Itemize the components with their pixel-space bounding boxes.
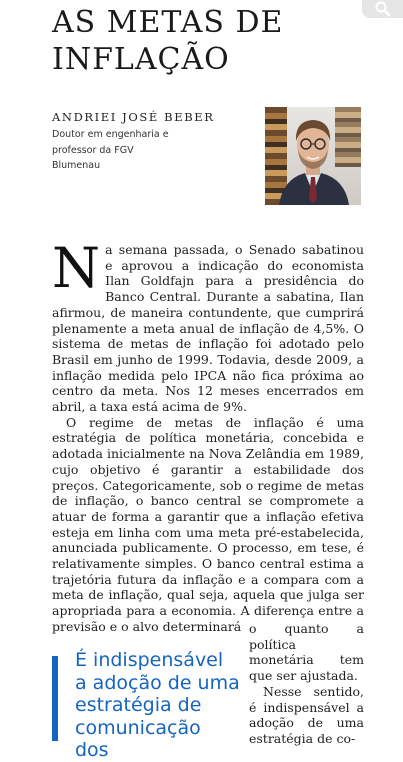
paragraph-2-end: o quanto a política monetária tem que ser ajustada. [249, 621, 364, 684]
pull-quote: É indispensável a adoção de uma estratégia de comunicação dos [75, 649, 240, 761]
title-line-1: AS METAS DE [52, 5, 284, 40]
paragraph-1 [52, 236, 364, 415]
author-bio-line-1: Doutor em engenharia e [52, 129, 169, 140]
paragraph-2: O regime de metas de inflação é uma estratégia de política monetária, concebida e adotada inicialmente na Nova Zelândia em 1989, cujo objetivo é garantir a estabilidade dos preços. Categoricamente, sob o regime de metas de inflação, o banco central se compromete a atuar de forma a garantir que a inflação efetiva esteja em linha com uma meta pré-estabelecida, anunciada publicamente. O processo, em tese, é relativamente simples. O banco central estima a trajetória futura da inflação e a compara com a meta de inflação, qual seja, aquela que julga ser apropriada para a economia. A diferença entre a previsão e o alvo determinará [52, 414, 364, 634]
drop-cap: N [52, 236, 101, 300]
magnifier-icon [373, 1, 393, 17]
author-photo [265, 107, 361, 205]
pull-quote-bar [52, 656, 58, 741]
title-line-2: INFLAÇÃO [52, 42, 230, 77]
author-bio-line-2: professor da FGV [52, 144, 134, 156]
author-bio-line-3: Blumenau [52, 160, 101, 171]
article-body [52, 236, 364, 635]
paragraph-1-text: a semana passada, o Senado sabatinou e aprovou a indicação do economista Ilan Goldfajn para a presidência do Banco Central. Durante a sabatina, Ilan afirmou, de maneira contundente, que cumprirá plenamente a meta anual de inflação de 4,5%. O sistema de metas de inflação foi adotado pelo Brasil em junho de 1999. Todavia, desde 2009, a inflação medida pelo IPCA não fica próxima ao centro da meta. Nos 12 meses encerrados em abril, a taxa está acima de 9%. [52, 242, 364, 415]
author-name: ANDRIEI JOSÉ BEBER [52, 110, 215, 124]
article-body-column-continuation [249, 621, 364, 747]
article-title [52, 4, 372, 78]
author-bio [52, 127, 252, 174]
paragraph-3: Nesse sentido, é indispensável a adoção de uma estratégia de co- [249, 683, 364, 746]
